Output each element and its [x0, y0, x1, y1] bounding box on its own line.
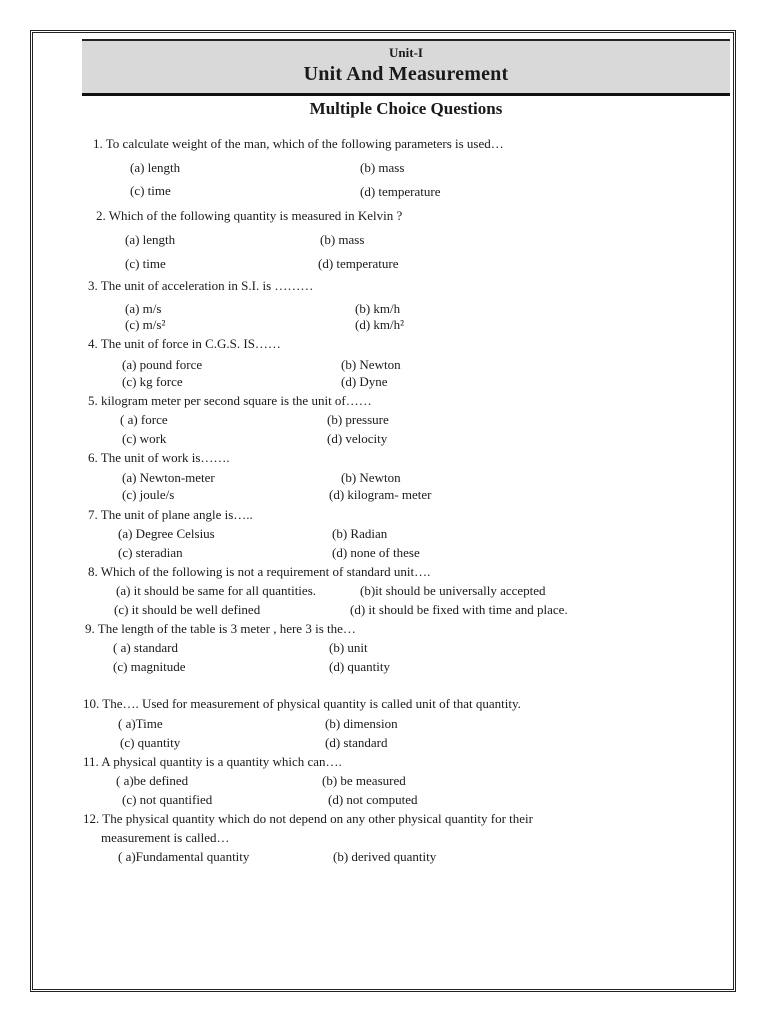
question-10-option-d: (d) standard [325, 735, 388, 750]
question-12-text: 12. The physical quantity which do not depend on any other physical quantity for their [83, 811, 533, 826]
question-12-option-b: (b) derived quantity [333, 849, 437, 864]
question-8-option-a: (a) it should be same for all quantities. [116, 583, 317, 598]
question-5-option-c: (c) work [122, 431, 167, 446]
question-4-option-a: (a) pound force [122, 357, 203, 372]
unit-label: Unit-I [389, 45, 423, 60]
question-1-text: 1. To calculate weight of the man, which of the following parameters is used… [93, 136, 504, 151]
question-10-text: 10. The…. Used for measurement of physical quantity is called unit of that quantity. [83, 696, 521, 711]
question-3-option-b: (b) km/h [355, 301, 401, 316]
question-11-option-b: (b) be measured [322, 773, 406, 788]
question-6-text: 6. The unit of work is……. [88, 450, 230, 465]
question-4-option-c: (c) kg force [122, 374, 183, 389]
unit-header [82, 39, 730, 96]
question-11-option-c: (c) not quantified [122, 792, 213, 807]
question-7-option-a: (a) Degree Celsius [118, 526, 215, 541]
question-11-option-d: (d) not computed [328, 792, 418, 807]
question-7-text: 7. The unit of plane angle is….. [88, 507, 253, 522]
question-12-text-continued: measurement is called… [101, 830, 230, 845]
question-1-option-b: (b) mass [360, 160, 405, 175]
question-1-option-a: (a) length [130, 160, 181, 175]
question-2-option-b: (b) mass [320, 232, 365, 247]
question-2-option-d: (d) temperature [318, 256, 399, 271]
question-1-option-d: (d) temperature [360, 184, 441, 199]
question-9-option-a: ( a) standard [113, 640, 178, 655]
question-3-option-a: (a) m/s [125, 301, 162, 316]
question-7-option-c: (c) steradian [118, 545, 183, 560]
question-9-option-c: (c) magnitude [113, 659, 186, 674]
question-6-option-b: (b) Newton [341, 470, 401, 485]
question-5-option-a: ( a) force [120, 412, 168, 427]
question-4-option-b: (b) Newton [341, 357, 401, 372]
question-5-text: 5. kilogram meter per second square is the unit of…… [88, 393, 372, 408]
question-3-option-c: (c) m/s² [125, 317, 166, 332]
question-9-text: 9. The length of the table is 3 meter , here 3 is the… [85, 621, 356, 636]
question-6-option-a: (a) Newton-meter [122, 470, 215, 485]
question-6-option-d: (d) kilogram- meter [329, 487, 432, 502]
question-5-option-b: (b) pressure [327, 412, 389, 427]
question-4-text: 4. The unit of force in C.G.S. IS…… [88, 336, 281, 351]
question-9-option-b: (b) unit [329, 640, 368, 655]
question-7-option-b: (b) Radian [332, 526, 388, 541]
question-11-option-a: ( a)be defined [116, 773, 189, 788]
question-1-option-c: (c) time [130, 183, 171, 198]
section-heading: Multiple Choice Questions [309, 99, 503, 118]
question-5-option-d: (d) velocity [327, 431, 388, 446]
question-10-option-c: (c) quantity [120, 735, 181, 750]
question-8-option-d: (d) it should be fixed with time and place. [350, 602, 568, 617]
question-8-option-b: (b)it should be universally accepted [360, 583, 546, 598]
question-8-option-c: (c) it should be well defined [114, 602, 261, 617]
page-title: Unit And Measurement [303, 63, 509, 85]
question-10-option-a: ( a)Time [118, 716, 163, 731]
question-2-option-c: (c) time [125, 256, 166, 271]
question-7-option-d: (d) none of these [332, 545, 420, 560]
question-6-option-c: (c) joule/s [122, 487, 175, 502]
question-12-option-a: ( a)Fundamental quantity [118, 849, 250, 864]
question-10-option-b: (b) dimension [325, 716, 398, 731]
question-2-option-a: (a) length [125, 232, 176, 247]
question-2-text: 2. Which of the following quantity is measured in Kelvin ? [96, 208, 403, 223]
question-3-option-d: (d) km/h² [355, 317, 405, 332]
question-8-text: 8. Which of the following is not a requirement of standard unit…. [88, 564, 431, 579]
question-9-option-d: (d) quantity [329, 659, 391, 674]
question-4-option-d: (d) Dyne [341, 374, 388, 389]
question-11-text: 11. A physical quantity is a quantity which can…. [83, 754, 342, 769]
question-3-text: 3. The unit of acceleration in S.I. is ……… [88, 278, 314, 293]
